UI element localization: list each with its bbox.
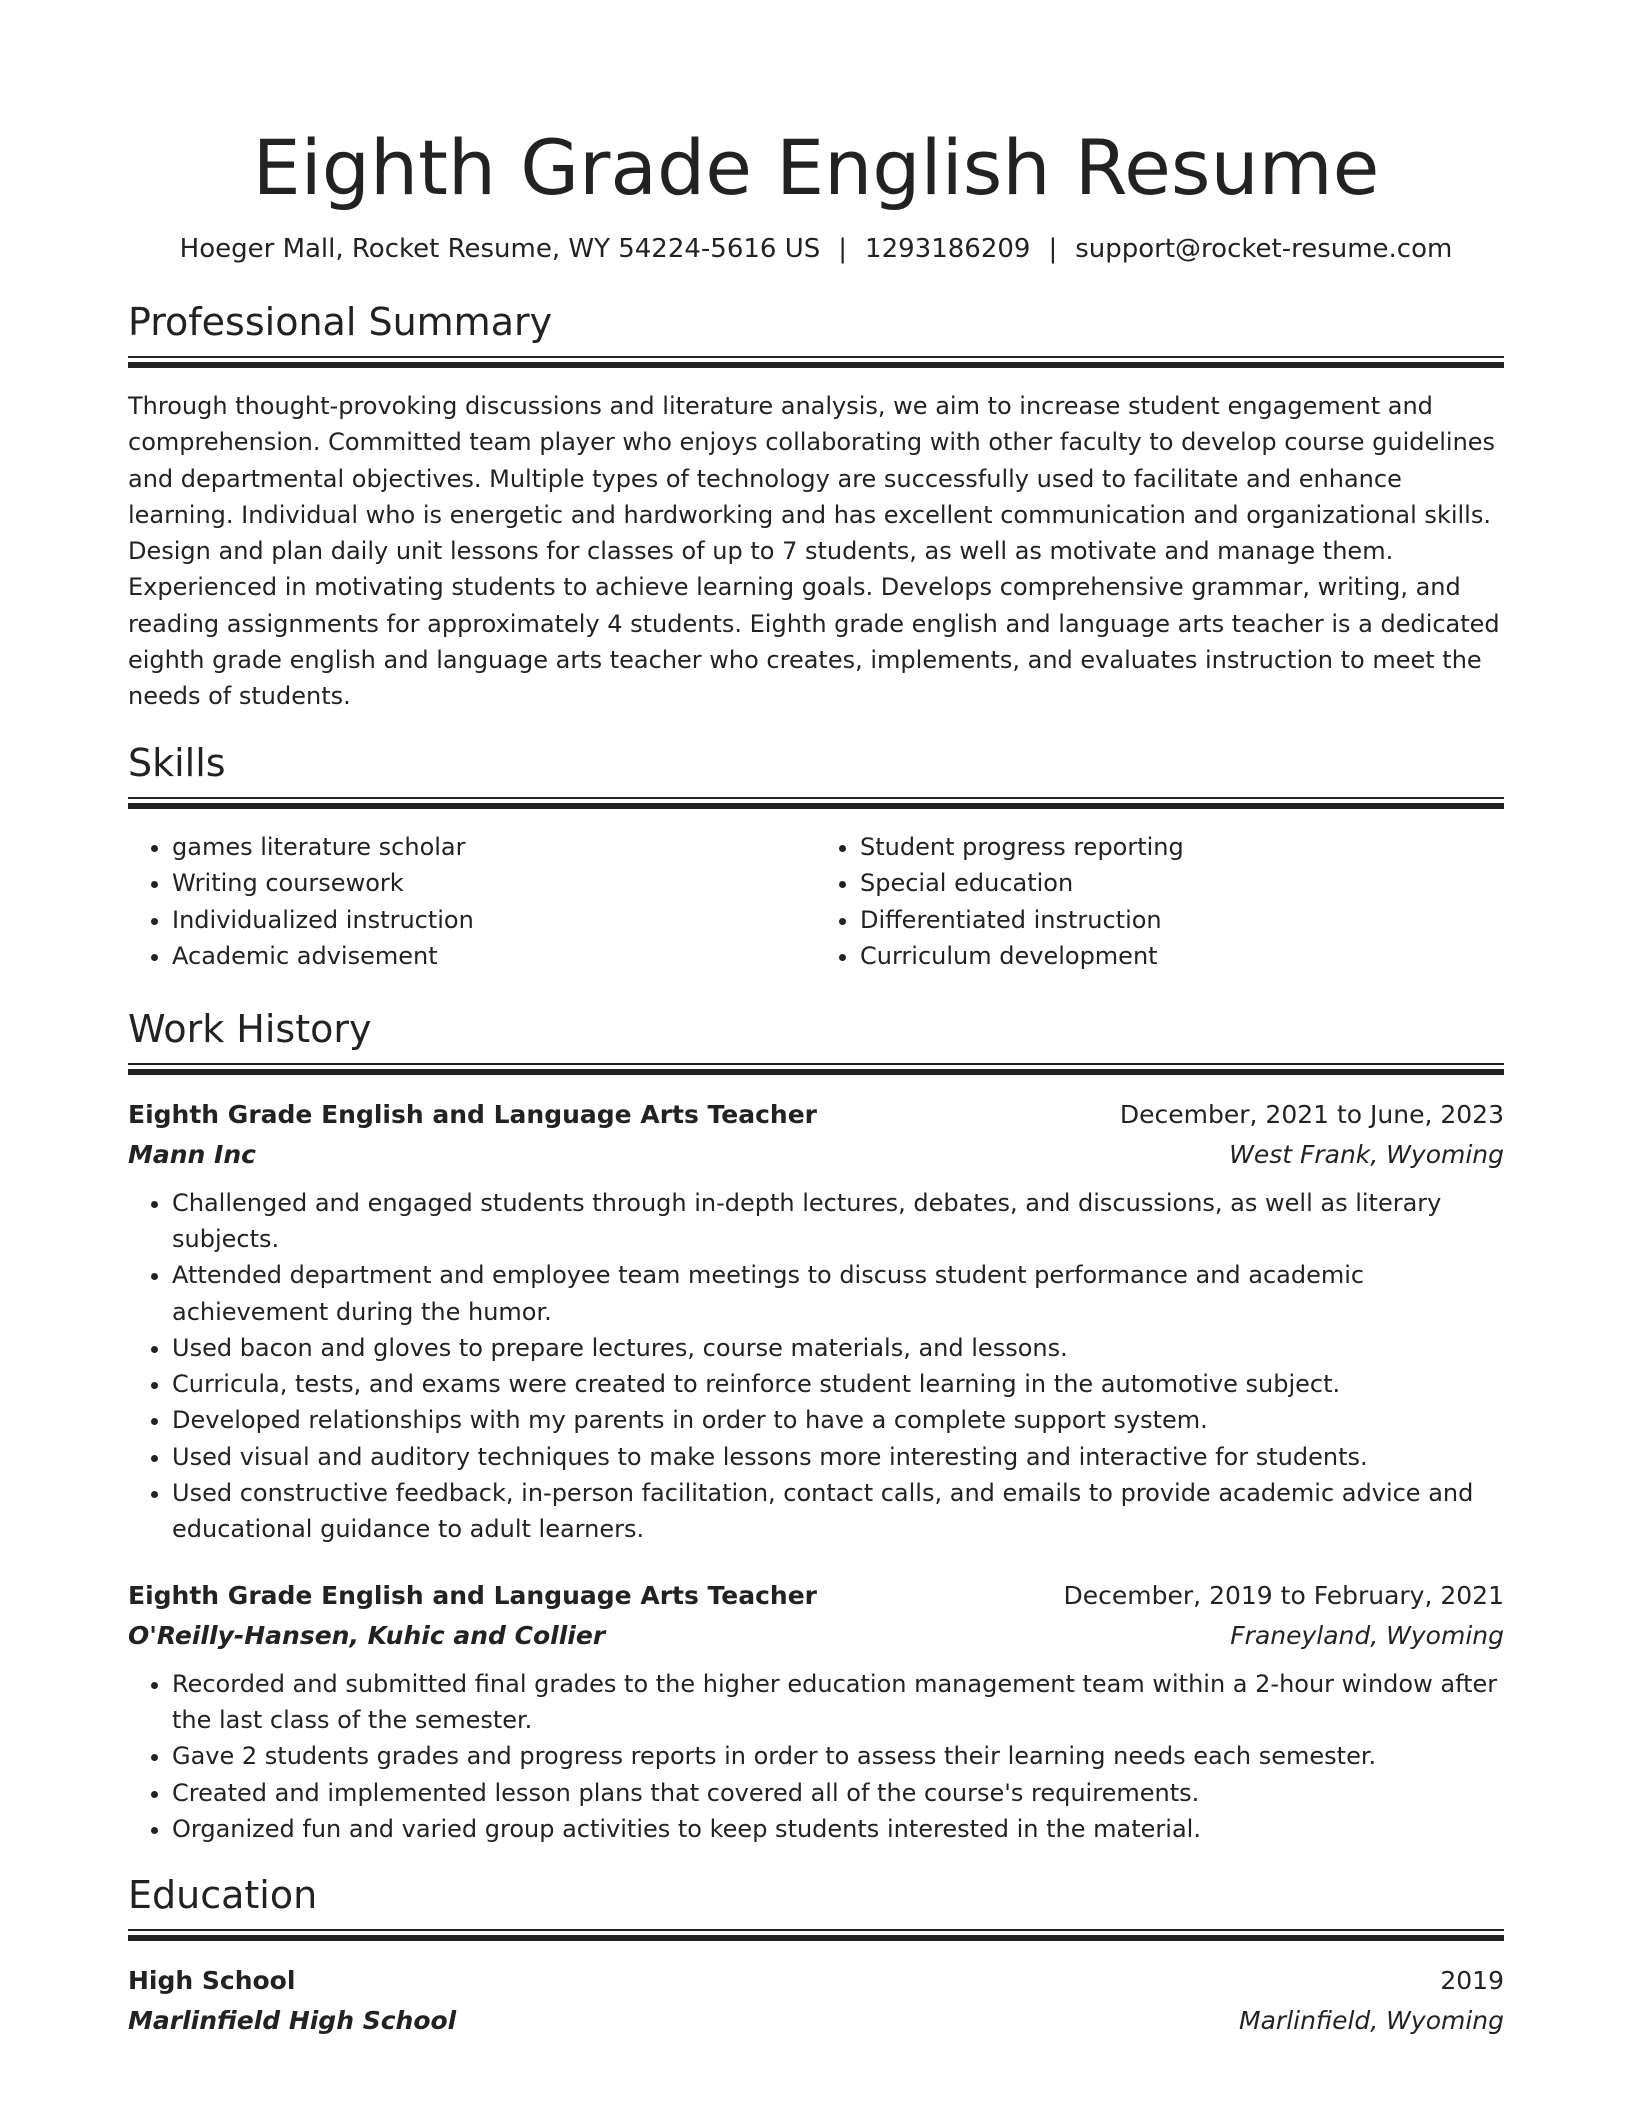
contact-phone: 1293186209 <box>865 234 1031 264</box>
education-subheader <box>128 2001 1504 2041</box>
job-bullet: • Curricula, tests, and exams were created to reinforce student learning in the automotive subject. <box>172 1366 1504 1402</box>
job-company: Mann Inc <box>128 1139 256 1169</box>
skill-item: • Special education <box>860 865 1504 902</box>
education-header <box>128 1961 1504 2001</box>
education-degree: High School <box>128 1966 296 1996</box>
education-section <box>128 1871 1504 2041</box>
job-bullet: • Created and implemented lesson plans that covered all of the course's requirements. <box>172 1775 1504 1811</box>
job-bullet: • Used constructive feedback, in-person facilitation, contact calls, and emails to provide academic advice and educational guidance to adult learners. <box>172 1475 1504 1548</box>
contact-email: support@rocket-resume.com <box>1075 234 1453 264</box>
contact-separator: | <box>1048 234 1058 264</box>
job-bullet: • Developed relationships with my parents in order to have a complete support system. <box>172 1402 1504 1438</box>
skill-item: • Differentiated instruction <box>860 902 1504 939</box>
job-bullet: • Challenged and engaged students through in-depth lectures, debates, and discussions, as well as literary subjects. <box>172 1185 1504 1258</box>
section-divider <box>128 356 1504 370</box>
education-school: Marlinfield High School <box>128 2006 457 2036</box>
section-heading-work: Work History <box>128 1006 372 1051</box>
education-year: 2019 <box>1440 1966 1504 1996</box>
summary-section <box>128 298 1504 715</box>
resume-title: Eighth Grade English Resume <box>252 123 1380 212</box>
section-divider <box>128 1063 1504 1077</box>
job-dates: December, 2021 to June, 2023 <box>1119 1099 1504 1129</box>
skill-item: • Academic advisement <box>172 938 816 975</box>
job-subheader <box>128 1135 1504 1175</box>
job-title: Eighth Grade English and Language Arts Teacher <box>128 1580 818 1610</box>
education-location: Marlinfield, Wyoming <box>1239 2006 1504 2036</box>
skill-item: • Individualized instruction <box>172 902 816 939</box>
skill-item: • Curriculum development <box>860 938 1504 975</box>
job-bullet: • Used bacon and gloves to prepare lectures, course materials, and lessons. <box>172 1330 1504 1366</box>
job-company: O'Reilly-Hansen, Kuhic and Collier <box>128 1620 606 1650</box>
section-heading-education: Education <box>128 1873 318 1918</box>
contact-line <box>128 232 1504 266</box>
section-heading-summary: Professional Summary <box>128 300 553 344</box>
section-divider <box>128 797 1504 811</box>
section-heading-skills: Skills <box>128 740 226 785</box>
job-entry <box>128 1095 1504 1548</box>
contact-address: Hoeger Mall, Rocket Resume, WY 54224-5616 US <box>179 234 821 264</box>
job-bullet: • Used visual and auditory techniques to make lessons more interesting and interactive for students. <box>172 1439 1504 1475</box>
job-location: West Frank, Wyoming <box>1229 1139 1504 1169</box>
skill-item: • games literature scholar <box>172 829 816 866</box>
job-entry <box>128 1576 1504 1847</box>
skill-item: • Writing coursework <box>172 865 816 902</box>
job-subheader <box>128 1616 1504 1656</box>
job-dates: December, 2019 to February, 2021 <box>1063 1580 1504 1610</box>
skills-section <box>128 739 1504 975</box>
section-divider <box>128 1929 1504 1943</box>
work-history-section <box>128 1005 1504 1847</box>
job-location: Franeyland, Wyoming <box>1230 1620 1504 1650</box>
skills-column-right <box>816 829 1504 975</box>
job-header <box>128 1095 1504 1135</box>
job-bullet: • Recorded and submitted final grades to the higher education management team within a 2-hour window after the last class of the semester. <box>172 1666 1504 1739</box>
job-bullets <box>128 1185 1504 1548</box>
summary-text: Through thought-provoking discussions and literature analysis, we aim to increase student engagement and comprehension. Committed team player who enjoys collaborating with other faculty to develop course guidelines and departmental objectives. Multiple types of technology are successfully used to facilitate and enhance learning. Individual who is energetic and hardworking and has excellent communication and organizational skills. Design and plan daily unit lessons for classes of up to 7 students, as well as motivate and manage them. Experienced in motivating students to achieve learning goals. Develops comprehensive grammar, writing, and reading assignments for approximately 4 students. Eighth grade english and language arts teacher is a dedicated eighth grade english and language arts teacher who creates, implements, and evaluates instruction to meet the needs of students. <box>128 392 1500 711</box>
job-header <box>128 1576 1504 1616</box>
job-bullet: • Organized fun and varied group activities to keep students interested in the material. <box>172 1811 1504 1847</box>
skills-column-left <box>128 829 816 975</box>
skills-grid <box>128 829 1504 975</box>
job-bullets <box>128 1666 1504 1847</box>
skill-item: • Student progress reporting <box>860 829 1504 866</box>
job-bullet: • Attended department and employee team meetings to discuss student performance and academic achievement during the humor. <box>172 1257 1504 1330</box>
contact-separator: | <box>838 234 848 264</box>
job-bullet: • Gave 2 students grades and progress reports in order to assess their learning needs each semester. <box>172 1738 1504 1774</box>
job-title: Eighth Grade English and Language Arts Teacher <box>128 1099 818 1129</box>
